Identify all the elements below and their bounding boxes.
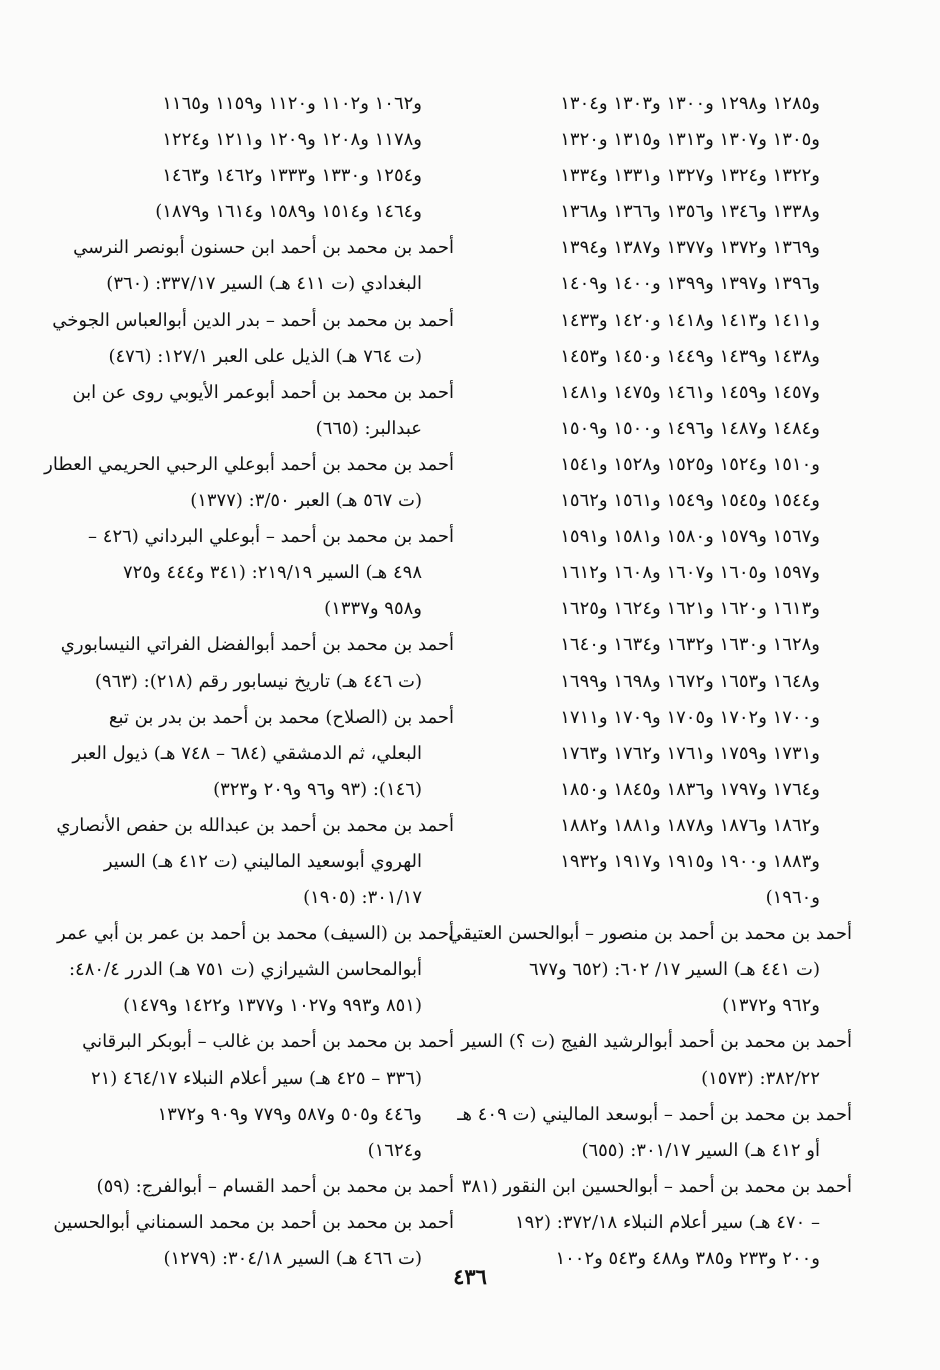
index-continuation-line: و١٦٢٨ و١٦٣٠ و١٦٣٢ و١٦٣٤ و١٦٤٠ bbox=[560, 634, 820, 656]
index-continuation-line: (ت ٤٤٦ هـ) تاريخ نيسابور رقم (٢١٨): (٩٦٣) bbox=[94, 670, 422, 692]
index-continuation-line: البغدادي (ت ٤١١ هـ) السير ٣٣٧/١٧: (٣٦٠) bbox=[106, 273, 422, 295]
index-continuation-line: و١٨٦٢ و١٨٧٦ و١٨٧٨ و١٨٨١ و١٨٨٢ bbox=[560, 814, 820, 836]
index-continuation-line: و١٢٥٤ و١٣٣٠ و١٣٣٣ و١٤٦٢ و١٤٦٣ bbox=[162, 165, 422, 187]
index-continuation-line: (٣٣٦ – ٤٢٥ هـ) سير أعلام النبلاء ٤٦٤/١٧ (٢١ bbox=[90, 1067, 422, 1089]
index-continuation-line: و١٦٤٨ و١٦٥٣ و١٦٧٢ و١٦٩٨ و١٦٩٩ bbox=[560, 670, 820, 692]
index-continuation-line: و١٧٣١ و١٧٥٩ و١٧٦١ و١٧٦٢ و١٧٦٣ bbox=[560, 742, 820, 764]
index-continuation-line: (ت ٥٦٧ هـ) العبر ٣/٥٠: (١٣٧٧) bbox=[190, 490, 422, 512]
index-entry-line: أحمد بن محمد بن أحمد – أبوعلي البرداني (٤٢٦ – bbox=[88, 526, 454, 548]
index-continuation-line: و٩٦٢ و١٣٧٢) bbox=[722, 995, 820, 1017]
index-continuation-line: (ت ٧٦٤ هـ) الذيل على العبر ١٢٧/١: (٤٧٦) bbox=[108, 345, 422, 367]
index-entry-line: أحمد بن (الصلاح) محمد بن أحمد بن بدر بن تبع bbox=[108, 706, 454, 728]
index-continuation-line: ٣٠١/١٧: (١٩٠٥) bbox=[303, 887, 422, 909]
index-continuation-line: و١٣٠٥ و١٣٠٧ و١٣١٣ و١٣١٥ و١٣٢٠ bbox=[560, 129, 820, 151]
index-continuation-line: و١٥٦٧ و١٥٧٩ و١٥٨٠ و١٥٨١ و١٥٩١ bbox=[560, 526, 820, 548]
index-continuation-line: و١٢٨٥ و١٢٩٨ و١٣٠٠ و١٣٠٣ و١٣٠٤ bbox=[560, 93, 820, 114]
index-continuation-line: (ت ٤٦٦ هـ) السير ٣٠٤/١٨: (١٢٧٩) bbox=[163, 1248, 422, 1269]
index-continuation-line: (٨٥١ و٩٩٣ و١٠٢٧ و١٣٧٧ و١٤٢٢ و١٤٧٩) bbox=[123, 995, 422, 1017]
index-continuation-line: و١٠٦٢ و١١٠٢ و١١٢٠ و١١٥٩ و١١٦٥ bbox=[162, 93, 422, 114]
index-continuation-line: و١٥٩٧ و١٦٠٥ و١٦٠٧ و١٦٠٨ و١٦١٢ bbox=[560, 562, 820, 584]
index-continuation-line: و١٤٣٨ و١٤٣٩ و١٤٤٩ و١٤٥٠ و١٤٥٣ bbox=[560, 345, 820, 367]
index-entry-line: أحمد بن محمد بن أحمد – أبوسعد الماليني (ت ٤٠٩ هـ bbox=[457, 1103, 852, 1125]
index-entry-line: أحمد بن محمد بن أحمد أبوالفضل الفراتي النيسابوري bbox=[60, 634, 454, 656]
page-number: ٤٣٦ bbox=[453, 1264, 487, 1289]
index-continuation-line: و١٥٤٤ و١٥٤٥ و١٥٤٩ و١٥٦١ و١٥٦٢ bbox=[560, 490, 820, 512]
index-continuation-line: – ٤٧٠ هـ) سير أعلام النبلاء ٣٧٢/١٨: (١٩٢ bbox=[514, 1211, 820, 1233]
index-entry-line: أحمد بن محمد بن أحمد أبوعمر الأيوبي روى عن ابن bbox=[72, 381, 454, 403]
index-continuation-line: و١٧٦٤ و١٧٩٧ و١٨٣٦ و١٨٤٥ و١٨٥٠ bbox=[560, 778, 820, 800]
index-continuation-line: البعلي، ثم الدمشقي (٦٨٤ – ٧٤٨ هـ) ذيول العبر bbox=[72, 742, 422, 764]
index-continuation-line: و١٥١٠ و١٥٢٤ و١٥٢٥ و١٥٢٨ و١٥٤١ bbox=[560, 453, 820, 475]
index-continuation-line: و١٣٣٨ و١٣٤٦ و١٣٥٦ و١٣٦٦ و١٣٦٨ bbox=[560, 201, 820, 223]
index-entry-line: أحمد بن محمد بن أحمد بن منصور – أبوالحسن العتيقي bbox=[448, 923, 852, 945]
index-entry-line: أحمد بن محمد بن أحمد بن غالب – أبوبكر البرقاني bbox=[82, 1031, 454, 1053]
index-continuation-line: و٢٠٠ و٢٣٣ و٣٨٥ و٤٨٨ و٥٤٣ و١٠٠٢ bbox=[555, 1248, 820, 1269]
index-continuation-line: أبوالمحاسن الشيرازي (ت ٧٥١ هـ) الدرر ٤٨٠/٤: bbox=[68, 959, 422, 981]
index-entry-line: أحمد بن محمد بن أحمد ابن حسنون أبونصر النرسي bbox=[73, 237, 454, 259]
index-continuation-line: و١٤١١ و١٤١٣ و١٤١٨ و١٤٢٠ و١٤٣٣ bbox=[560, 309, 820, 331]
index-continuation-line: و١١٧٨ و١٢٠٨ و١٢٠٩ و١٢١١ و١٢٢٤ bbox=[162, 129, 422, 151]
index-continuation-line: و١٣٢٢ و١٣٢٤ و١٣٢٧ و١٣٣١ و١٣٣٤ bbox=[560, 165, 820, 187]
index-entry-line: أحمد بن محمد بن أحمد – أبوالحسين ابن النقور (٣٨١ bbox=[461, 1175, 852, 1197]
index-continuation-line: و١٣٦٩ و١٣٧٢ و١٣٧٧ و١٣٨٧ و١٣٩٤ bbox=[560, 237, 820, 259]
index-entry-line: أحمد بن محمد بن أحمد القسام – أبوالفرج: (٥٩) bbox=[96, 1175, 454, 1197]
index-continuation-line: (١٤٦): (٩٣ و٩٦ و٢٠٩ و٣٢٣) bbox=[213, 778, 422, 800]
index-continuation-line: و١٤٦٤ و١٥١٤ و١٥٨٩ و١٦١٤ و١٨٧٩) bbox=[155, 201, 422, 223]
index-continuation-line: و٤٤٦ و٥٠٥ و٥٨٧ و٧٧٩ و٩٠٩ و١٣٧٢ bbox=[157, 1103, 422, 1125]
index-entry-line: أحمد بن محمد بن أحمد بن عبدالله بن حفص الأنصاري bbox=[56, 814, 454, 836]
index-entry-line: أحمد بن محمد بن أحمد أبوالرشيد الفيج (ت ؟) السير bbox=[461, 1031, 852, 1053]
index-continuation-line: أو ٤١٢ هـ) السير ٣٠١/١٧: (٦٥٥) bbox=[581, 1139, 820, 1161]
left-column bbox=[44, 86, 454, 1277]
index-continuation-line: (ت ٤٤١ هـ) السير ١٧/ ٦٠٢: (٦٥٢ و٦٧٧ bbox=[529, 959, 820, 981]
index-continuation-line: و١٤٨٤ و١٤٨٧ و١٤٩٦ و١٥٠٠ و١٥٠٩ bbox=[560, 417, 820, 439]
index-continuation-line: و١٧٠٠ و١٧٠٢ و١٧٠٥ و١٧٠٩ و١٧١١ bbox=[560, 706, 820, 728]
index-continuation-line: و١٩٦٠) bbox=[765, 887, 820, 909]
index-continuation-line: ٤٩٨ هـ) السير ٢١٩/١٩: (٣٤١ و٤٤٤ و٧٢٥ bbox=[123, 562, 422, 584]
index-continuation-line: و١٦١٣ و١٦٢٠ و١٦٢١ و١٦٢٤ و١٦٢٥ bbox=[560, 598, 820, 620]
index-entry-line: أحمد بن محمد بن أحمد أبوعلي الرحبي الحريمي العطار bbox=[44, 453, 454, 475]
index-entry-line: أحمد بن محمد بن أحمد بن محمد السمناني أبوالحسين bbox=[53, 1211, 454, 1233]
index-continuation-line: ٣٨٢/٢٢: (١٥٧٣) bbox=[701, 1067, 820, 1089]
index-continuation-line: الهروي أبوسعيد الماليني (ت ٤١٢ هـ) السير bbox=[103, 850, 422, 872]
index-continuation-line: و١٣٩٦ و١٣٩٧ و١٣٩٩ و١٤٠٠ و١٤٠٩ bbox=[560, 273, 820, 295]
index-continuation-line: و١٨٨٣ و١٩٠٠ و١٩١٥ و١٩١٧ و١٩٣٢ bbox=[560, 850, 820, 872]
index-continuation-line: و١٤٥٧ و١٤٥٩ و١٤٦١ و١٤٧٥ و١٤٨١ bbox=[560, 381, 820, 403]
index-entry-line: أحمد بن محمد بن أحمد – بدر الدين أبوالعباس الجوخي bbox=[52, 309, 454, 331]
index-entry-line: أحمد بن (السيف) محمد بن أحمد بن عمر بن أبي عمر bbox=[57, 923, 454, 945]
index-continuation-line: و١٦٢٤) bbox=[367, 1139, 422, 1161]
index-continuation-line: عبدالبر: (٦٦٥) bbox=[315, 417, 422, 439]
index-continuation-line: و٩٥٨ و١٣٣٧) bbox=[324, 598, 422, 620]
